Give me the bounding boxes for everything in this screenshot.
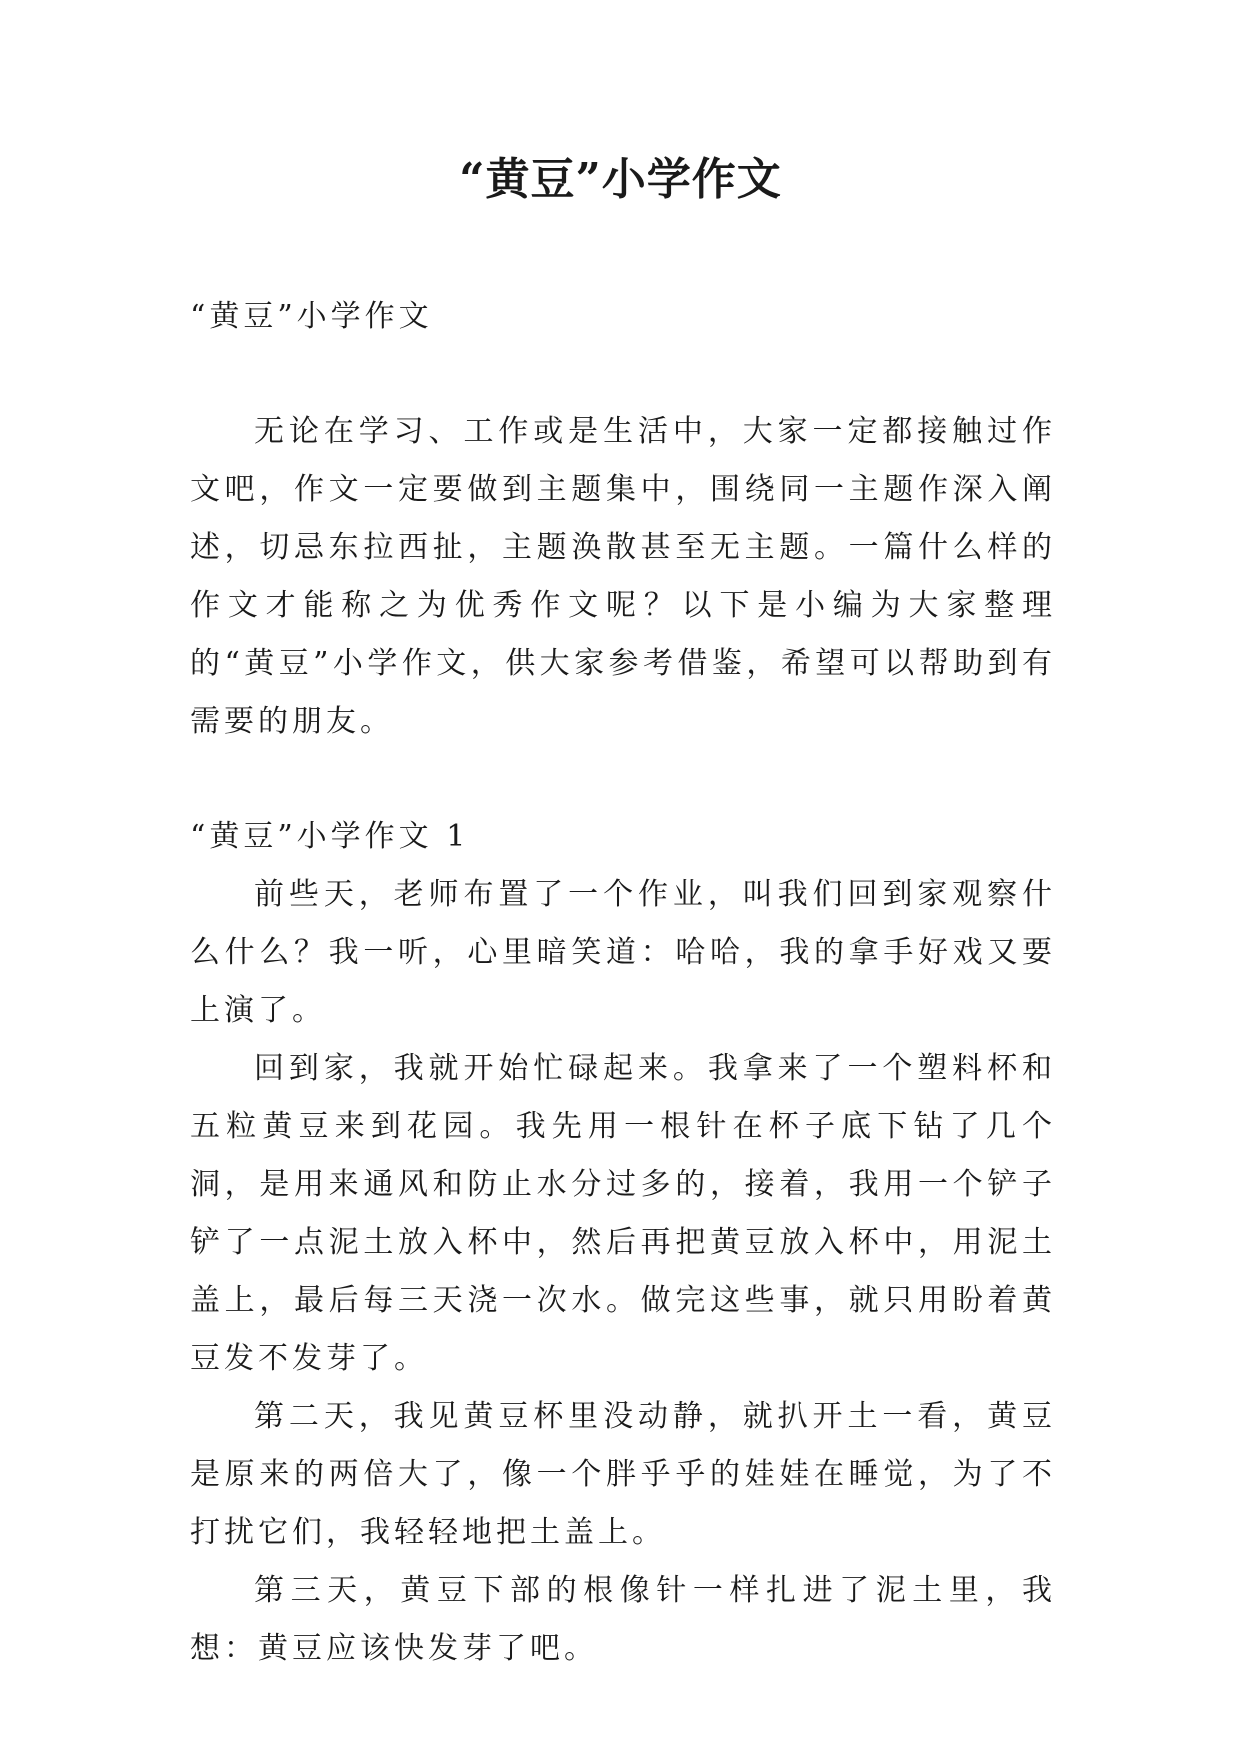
intro-paragraph: 无论在学习、工作或是生活中，大家一定都接触过作文吧，作文一定要做到主题集中，围绕同一主题作深入阐述，切忌东拉西扯，主题涣散甚至无主题。一篇什么样的作文才能称之为优秀作文呢？以下是小编为大家整理的“黄豆”小学作文，供大家参考借鉴，希望可以帮助到有需要的朋友。: [190, 414, 1056, 739]
essay-paragraph: 回到家，我就开始忙碌起来。我拿来了一个塑料杯和五粒黄豆来到花园。我先用一根针在杯子底下钻了几个洞，是用来通风和防止水分过多的，接着，我用一个铲子铲了一点泥土放入杯中，然后再把黄豆放入杯中，用泥土盖上，最后每三天浇一次水。做完这些事，就只用盼着黄豆发不发芽了。: [190, 1051, 1056, 1376]
document-subtitle: “黄豆”小学作文: [190, 299, 433, 334]
document-body: [190, 288, 1056, 1678]
essay-paragraph: 第二天，我见黄豆杯里没动静，就扒开土一看，黄豆是原来的两倍大了，像一个胖乎乎的娃娃在睡觉，为了不打扰它们，我轻轻地把土盖上。: [190, 1399, 1056, 1550]
essay-heading: “黄豆”小学作文 1: [190, 819, 470, 854]
essay-paragraph: 第三天，黄豆下部的根像针一样扎进了泥土里，我想：黄豆应该快发芽了吧。: [190, 1573, 1056, 1666]
document-title: “黄豆”小学作文: [459, 154, 782, 205]
essay-paragraph: 前些天，老师布置了一个作业，叫我们回到家观察什么什么？我一听，心里暗笑道：哈哈，我的拿手好戏又要上演了。: [190, 877, 1056, 1028]
